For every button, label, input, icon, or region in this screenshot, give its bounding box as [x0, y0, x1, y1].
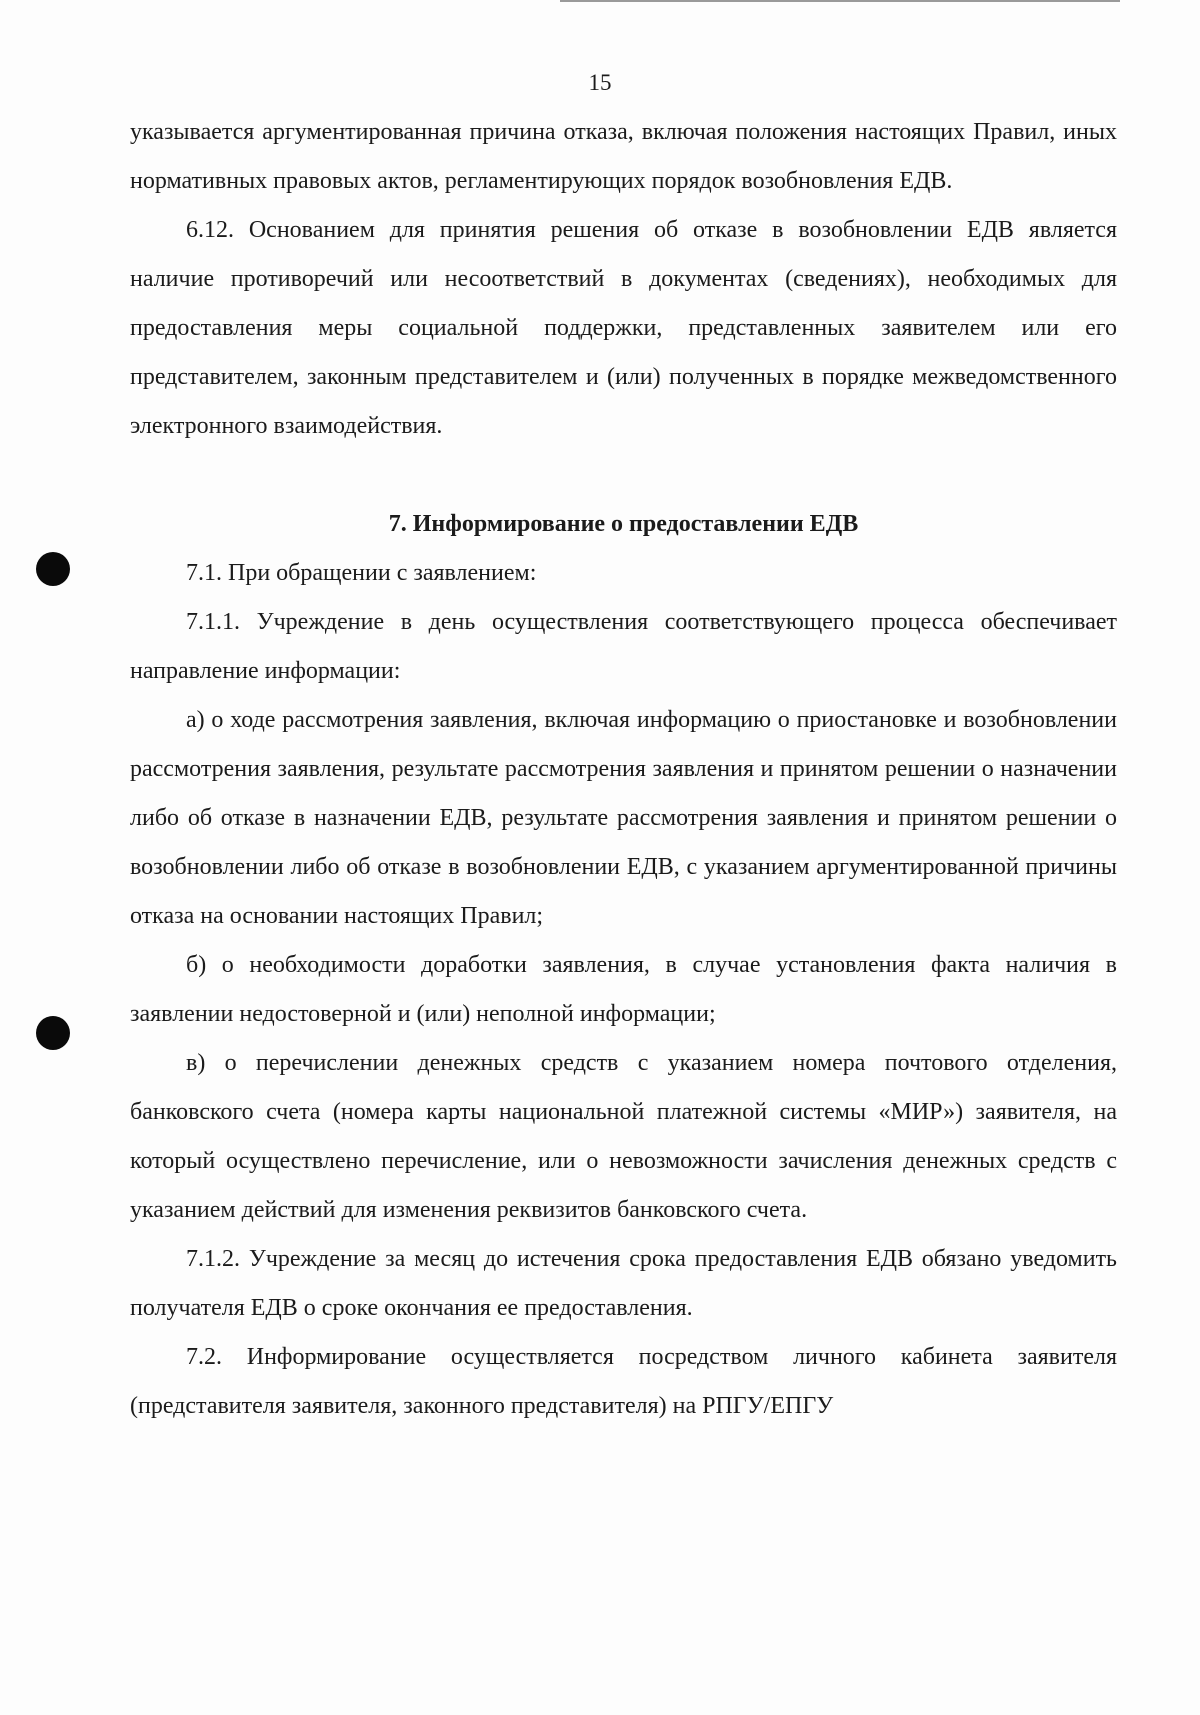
- paragraph-7-2: 7.2. Информирование осуществляется посредством личного кабинета заявителя (представителя заявителя, законного представителя) на РПГУ/ЕПГУ: [130, 1344, 1117, 1419]
- paragraph-6-12: 6.12. Основанием для принятия решения об отказе в возобновлении ЕДВ является наличие противоречий или несоответствий в документах (сведениях), необходимых для предоставления меры социальной поддержки, представленных заявителем или его представителем, законным представителем и (или) полученных в порядке межведомственного электронного взаимодействия.: [130, 217, 1117, 439]
- paragraph-item-v: в) о перечислении денежных средств с указанием номера почтового отделения, банковского счета (номера карты национальной платежной системы «МИР») заявителя, на который осуществлено перечисление, или о невозможности зачисления денежных средств с указанием действий для изменения реквизитов банковского счета.: [130, 1050, 1117, 1223]
- paragraph-refusal-reason-continuation: указывается аргументированная причина отказа, включая положения настоящих Правил, иных нормативных правовых актов, регламентирующих порядок возобновления ЕДВ.: [130, 119, 1117, 194]
- paragraph-7-1-1: 7.1.1. Учреждение в день осуществления соответствующего процесса обеспечивает направление информации:: [130, 609, 1117, 684]
- page-number: 15: [588, 70, 612, 95]
- section-heading: 7. Информирование о предоставлении ЕДВ: [388, 511, 859, 537]
- paragraph-item-b: б) о необходимости доработки заявления, в случае установления факта наличия в заявлении недостоверной и (или) неполной информации;: [130, 952, 1117, 1027]
- paragraph-7-1-2: 7.1.2. Учреждение за месяц до истечения срока предоставления ЕДВ обязано уведомить получателя ЕДВ о сроке окончания ее предоставления.: [130, 1246, 1117, 1321]
- paragraph-item-a: а) о ходе рассмотрения заявления, включая информацию о приостановке и возобновлении рассмотрения заявления, результате рассмотрения заявления и принятом решении о назначении либо об отказе в назначении ЕДВ, результате рассмотрения заявления и принятом решении о возобновлении либо об отказе в возобновлении ЕДВ, с указанием аргументированной причины отказа на основании настоящих Правил;: [130, 707, 1117, 929]
- punch-hole-bottom: [36, 1016, 70, 1050]
- scan-edge-line: [560, 0, 1120, 2]
- document-body: [130, 108, 1117, 1431]
- paragraph-7-1: 7.1. При обращении с заявлением:: [186, 560, 537, 586]
- punch-hole-top: [36, 552, 70, 586]
